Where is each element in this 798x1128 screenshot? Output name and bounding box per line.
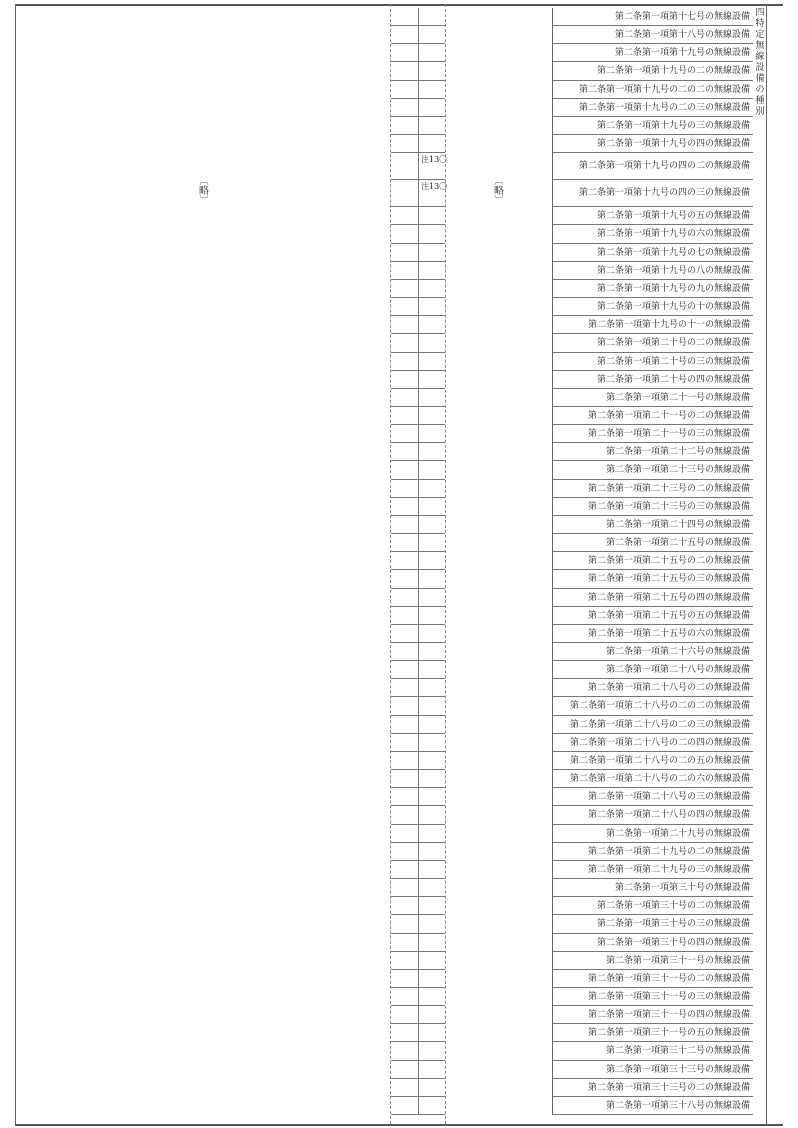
table-row: [391, 697, 445, 715]
list-item: 第二条第一項第二十号の三の無線設備: [553, 353, 753, 371]
list-item: 第二条第一項第二十六号の無線設備: [553, 643, 753, 661]
table-row: [391, 516, 445, 534]
table-row: [391, 26, 445, 44]
list-item: 第二条第一項第三十一号の二の無線設備: [553, 970, 753, 988]
table-row: [391, 371, 445, 389]
list-item: 第二条第一項第十九号の二の無線設備: [553, 62, 753, 80]
header-title-char: 定: [755, 30, 765, 40]
table-row: [391, 897, 445, 915]
table-row: [391, 1024, 445, 1042]
list-item: 第二条第一項第三十一号の五の無線設備: [553, 1024, 753, 1042]
table-row: [391, 1079, 445, 1097]
list-item: 第二条第一項第三十八号の無線設備: [553, 1097, 753, 1115]
list-item: 第二条第一項第十九号の三の無線設備: [553, 117, 753, 135]
table-row: [391, 8, 445, 26]
list-item: 第二条第一項第十九号の八の無線設備: [553, 262, 753, 280]
table-row: [391, 988, 445, 1006]
table-row: [391, 180, 448, 207]
list-item: 第二条第一項第二十八号の二の無線設備: [553, 679, 753, 697]
dashed-rule-2: [445, 4, 446, 1124]
table-row: [391, 788, 445, 806]
table-row: [391, 443, 445, 461]
list-item: 第二条第一項第十九号の六の無線設備: [553, 225, 753, 243]
note-mark: 注13〇: [421, 182, 448, 192]
table-row: [391, 915, 445, 933]
table-row: [391, 607, 445, 625]
list-item: 第二条第一項第二十号の二の無線設備: [553, 334, 753, 352]
table-row: [391, 62, 445, 80]
equipment-list: [552, 8, 753, 1115]
list-item: 第二条第一項第三十一号の四の無線設備: [553, 1006, 753, 1024]
list-item: 第二条第一項第二十二号の無線設備: [553, 443, 753, 461]
list-item: 第二条第一項第二十八号の二の四の無線設備: [553, 734, 753, 752]
table-row: [391, 589, 445, 607]
list-item: 第二条第一項第二十四号の無線設備: [553, 516, 753, 534]
table-row: [391, 262, 445, 280]
list-item: 第二条第一項第三十一号の無線設備: [553, 952, 753, 970]
header-title-char: 線: [755, 52, 765, 62]
list-item: 第二条第一項第十九号の五の無線設備: [553, 207, 753, 225]
table-row: [391, 334, 445, 352]
list-item: 第二条第一項第十九号の七の無線設備: [553, 244, 753, 262]
table-row: [391, 625, 445, 643]
table-row: [391, 225, 445, 243]
table-row: [391, 99, 445, 117]
table-row: [391, 861, 445, 879]
header-number: 四: [755, 8, 765, 18]
list-item: 第二条第一項第三十三号の二の無線設備: [553, 1079, 753, 1097]
list-item: 第二条第一項第三十三号の無線設備: [553, 1061, 753, 1079]
table-row: [391, 752, 445, 770]
list-item: 第二条第一項第十九号の十の無線設備: [553, 298, 753, 316]
list-item: 第二条第一項第二十三号の二の無線設備: [553, 480, 753, 498]
table-row: [391, 207, 445, 225]
right-rule: [766, 4, 767, 1124]
list-item: 第二条第一項第十七号の無線設備: [553, 8, 753, 26]
table-row: [391, 1061, 445, 1079]
table-row: [391, 153, 448, 180]
list-item: 第二条第一項第二十三号の無線設備: [553, 461, 753, 479]
table-row: [391, 643, 445, 661]
table-row: [391, 970, 445, 988]
table-row: [391, 879, 445, 897]
list-item: 第二条第一項第二十九号の無線設備: [553, 825, 753, 843]
list-item: 第二条第一項第三十一号の三の無線設備: [553, 988, 753, 1006]
table-row: [391, 734, 445, 752]
table-row: [391, 298, 445, 316]
list-item: 第二条第一項第十九号の二の二の無線設備: [553, 81, 753, 99]
header-title-char: 別: [755, 107, 765, 117]
table-row: [391, 44, 445, 62]
table-row: [391, 552, 445, 570]
omitted-note-middle: ︹ 略 ︺: [494, 177, 504, 206]
list-item: 第二条第一項第二十五号の三の無線設備: [553, 570, 753, 588]
header-title-char: 種: [755, 96, 765, 106]
table-row: [391, 135, 445, 153]
header-title: [754, 19, 766, 118]
header-title-char: の: [755, 85, 765, 95]
table-row: [391, 461, 445, 479]
list-item: 第二条第一項第十九号の四の三の無線設備: [553, 180, 753, 207]
table-row: [391, 679, 445, 697]
table-row: [391, 389, 445, 407]
table-row: [391, 806, 445, 824]
table-row: [391, 244, 445, 262]
list-item: 第二条第一項第十九号の四の二の無線設備: [553, 153, 753, 180]
table-row: [391, 407, 445, 425]
table-row: [391, 1006, 445, 1024]
list-item: 第二条第一項第二十五号の二の無線設備: [553, 552, 753, 570]
table-row: [391, 81, 445, 99]
list-item: 第二条第一項第三十号の三の無線設備: [553, 915, 753, 933]
list-item: 第二条第一項第二十九号の三の無線設備: [553, 861, 753, 879]
table-row: [391, 534, 445, 552]
left-border: [15, 4, 16, 1124]
mark-column-grid: [391, 8, 448, 1115]
list-item: 第二条第一項第三十号の二の無線設備: [553, 897, 753, 915]
table-row: [391, 716, 445, 734]
list-item: 第二条第一項第二十五号の無線設備: [553, 534, 753, 552]
table-row: [391, 280, 445, 298]
list-item: 第二条第一項第二十八号の二の三の無線設備: [553, 716, 753, 734]
list-item: 第二条第一項第十九号の二の三の無線設備: [553, 99, 753, 117]
table-row: [391, 316, 445, 334]
header-title-char: 無: [755, 41, 765, 51]
list-item: 第二条第一項第二十五号の六の無線設備: [553, 625, 753, 643]
note-mark: 注13〇: [421, 155, 448, 165]
list-item: 第二条第一項第二十三号の三の無線設備: [553, 498, 753, 516]
list-item: 第二条第一項第二十八号の二の五の無線設備: [553, 752, 753, 770]
list-item: 第二条第一項第二十八号の四の無線設備: [553, 806, 753, 824]
list-item: 第二条第一項第二十八号の無線設備: [553, 661, 753, 679]
table-row: [391, 498, 445, 516]
list-item: 第二条第一項第二十一号の無線設備: [553, 389, 753, 407]
list-item: 第二条第一項第二十号の四の無線設備: [553, 371, 753, 389]
list-item: 第二条第一項第二十九号の二の無線設備: [553, 843, 753, 861]
table-row: [391, 952, 445, 970]
list-item: 第二条第一項第二十一号の三の無線設備: [553, 425, 753, 443]
table-row: [391, 661, 445, 679]
table-row: [391, 825, 445, 843]
table-row: [391, 480, 445, 498]
list-item: 第二条第一項第二十一号の二の無線設備: [553, 407, 753, 425]
list-item: 第二条第一項第十九号の十一の無線設備: [553, 316, 753, 334]
table-row: [391, 843, 445, 861]
list-item: 第二条第一項第三十号の無線設備: [553, 879, 753, 897]
list-item: 第二条第一項第二十八号の二の二の無線設備: [553, 697, 753, 715]
table-row: [391, 570, 445, 588]
header-title-char: 備: [755, 74, 765, 84]
list-item: 第二条第一項第三十号の四の無線設備: [553, 934, 753, 952]
list-item: 第二条第一項第二十八号の二の六の無線設備: [553, 770, 753, 788]
list-item: 第二条第一項第十九号の四の無線設備: [553, 135, 753, 153]
table-row: [391, 1097, 445, 1115]
list-item: 第二条第一項第二十五号の五の無線設備: [553, 607, 753, 625]
list-item: 第二条第一項第十九号の無線設備: [553, 44, 753, 62]
header-title-char: 特: [755, 19, 765, 29]
table-row: [391, 770, 445, 788]
table-row: [391, 425, 445, 443]
omitted-note-left: ︹ 略 ︺: [199, 177, 209, 206]
table-row: [391, 1042, 445, 1060]
table-row: [391, 934, 445, 952]
table-row: [391, 353, 445, 371]
table-row: [391, 117, 445, 135]
column-header: [754, 8, 766, 118]
list-item: 第二条第一項第二十五号の四の無線設備: [553, 589, 753, 607]
list-item: 第二条第一項第二十八号の三の無線設備: [553, 788, 753, 806]
list-item: 第二条第一項第十九号の九の無線設備: [553, 280, 753, 298]
list-item: 第二条第一項第三十二号の無線設備: [553, 1042, 753, 1060]
list-item: 第二条第一項第十八号の無線設備: [553, 26, 753, 44]
header-title-char: 設: [755, 63, 765, 73]
